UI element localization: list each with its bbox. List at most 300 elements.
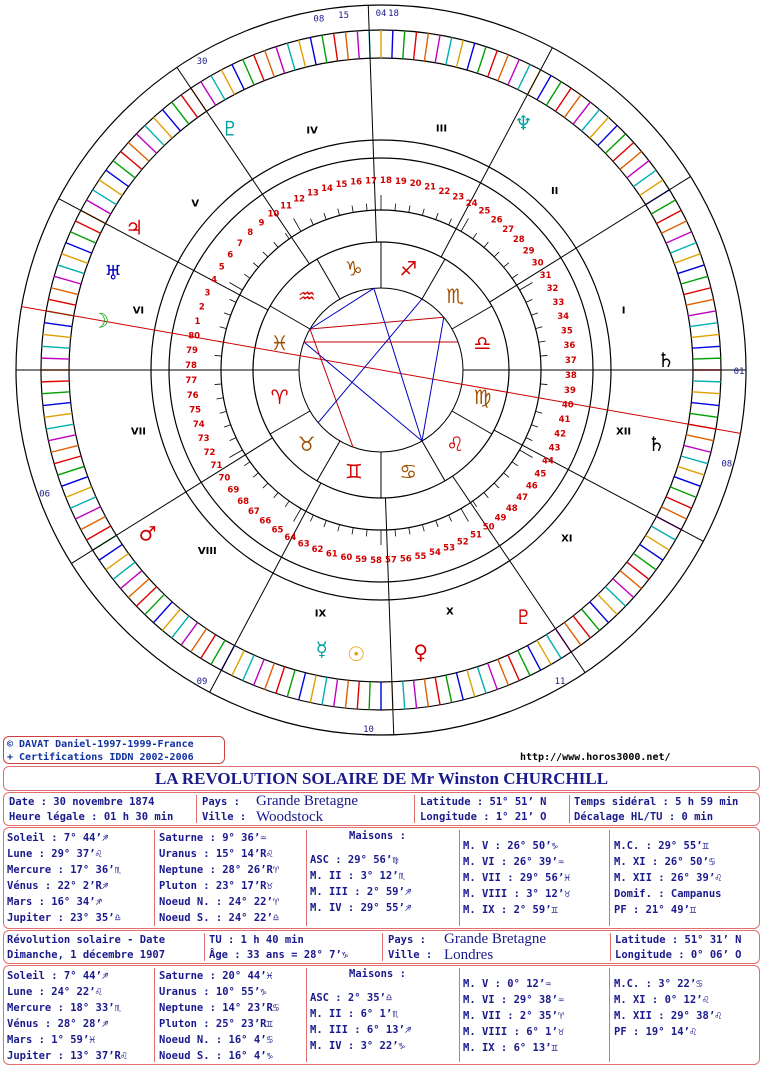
degree-number: 55	[414, 551, 427, 562]
degree-tick	[640, 544, 663, 560]
degree-tick	[54, 276, 81, 284]
degree-tick	[357, 681, 359, 709]
degree-tick	[627, 161, 649, 178]
degree-tick	[508, 59, 519, 85]
degree-tick	[518, 64, 530, 89]
outer-marker: 08	[313, 14, 325, 25]
degree-number: 27	[502, 224, 515, 235]
degree-tick	[620, 151, 641, 169]
degree-tick	[136, 587, 156, 606]
degree-number: 54	[429, 548, 441, 559]
degree-number: 51	[470, 530, 482, 541]
natal-time: Heure légale : 01 h 30 min	[9, 811, 174, 823]
revolution-planet: Vénus : 28° 28’♐	[7, 1018, 109, 1030]
degree-tick	[70, 497, 96, 508]
degree-tick	[44, 323, 72, 327]
revolution-maisons-label: Maisons :	[349, 968, 406, 980]
degree-tick	[128, 579, 149, 598]
degree-number: 76	[186, 390, 199, 401]
natal-domification: Domif. : Campanus	[614, 888, 722, 900]
natal-house: M. V : 26° 50’♑	[463, 840, 558, 852]
degree-number: 68	[237, 496, 250, 507]
degree-number: 78	[185, 361, 197, 372]
degree-tick	[520, 283, 533, 291]
natal-planet: Mars : 16° 34’♐	[7, 896, 102, 908]
degree-tick	[666, 497, 692, 508]
degree-tick	[145, 125, 164, 145]
natal-house: M. XI : 26° 50’♋	[614, 856, 716, 868]
natal-planet: Mercure : 17° 36’♏	[7, 864, 121, 876]
aspect-line	[374, 288, 422, 441]
degree-tick	[633, 553, 656, 569]
degree-tick	[531, 425, 538, 427]
revolution-pays-label: Pays :	[388, 934, 426, 946]
degree-tick	[51, 288, 78, 295]
degree-tick	[674, 254, 700, 264]
degree-tick	[678, 466, 705, 475]
degree-number: 23	[452, 192, 465, 203]
degree-tick	[99, 544, 122, 560]
zodiac-sign-icon: ♒	[297, 283, 316, 308]
house-label: III	[435, 123, 448, 135]
degree-tick	[627, 562, 649, 579]
degree-number: 77	[185, 375, 198, 386]
degree-tick	[684, 445, 711, 452]
zodiac-sign-icon: ♍	[473, 385, 492, 410]
degree-number: 14	[321, 183, 333, 194]
degree-tick	[449, 515, 452, 521]
degree-tick	[536, 327, 543, 329]
revolution-positions-box	[3, 965, 760, 1065]
page-title: LA REVOLUTION SOLAIRE DE Mr Winston CHURCHILL	[3, 766, 760, 791]
house-cusp	[177, 67, 310, 263]
degree-tick	[43, 403, 71, 406]
degree-tick	[494, 483, 499, 488]
degree-number: 10	[267, 209, 280, 220]
revolution-label: Révolution solaire - Date	[7, 934, 166, 946]
degree-tick	[162, 609, 180, 630]
degree-number: 42	[554, 429, 567, 440]
degree-number: 15	[335, 180, 348, 191]
degree-tick	[651, 200, 675, 214]
degree-number: 39	[564, 385, 576, 396]
house-cusp	[453, 476, 586, 672]
degree-tick	[605, 587, 625, 606]
degree-tick	[424, 33, 428, 61]
aspect-line	[422, 317, 444, 441]
natal-positions-box	[3, 827, 760, 929]
degree-tick	[674, 477, 700, 487]
degree-tick	[121, 571, 142, 589]
degree-tick	[633, 170, 656, 186]
degree-number: 50	[482, 522, 495, 533]
degree-tick	[537, 640, 551, 664]
degree-tick	[285, 501, 289, 507]
degree-tick	[217, 398, 224, 399]
degree-tick	[395, 529, 396, 536]
zodiac-divider	[422, 441, 445, 481]
revolution-planet: Jupiter : 13° 37’R♌	[7, 1050, 128, 1062]
degree-tick	[322, 677, 327, 705]
degree-tick	[352, 206, 353, 213]
degree-tick	[546, 82, 561, 106]
outer-marker: 06	[39, 489, 51, 500]
degree-number: 59	[355, 554, 368, 565]
degree-tick	[693, 381, 721, 382]
degree-tick	[93, 190, 117, 205]
revolution-planet: Saturne : 20° 44’♓	[159, 970, 273, 982]
zodiac-sign-icon: ♋	[399, 459, 418, 484]
degree-number: 65	[271, 525, 284, 536]
degree-tick	[484, 493, 488, 498]
degree-tick	[54, 456, 81, 464]
revolution-ville: Londres	[444, 947, 494, 963]
planet-icon: ♇	[221, 116, 239, 141]
degree-number: 38	[565, 370, 577, 381]
revolution-planet: Lune : 24° 22’♌	[7, 986, 102, 998]
degree-number: 53	[443, 543, 456, 554]
degree-tick	[693, 358, 721, 359]
degree-tick	[324, 213, 326, 220]
zodiac-sign-icon: ♐	[399, 256, 418, 281]
degree-number: 48	[505, 503, 518, 514]
degree-number: 63	[297, 539, 310, 550]
natal-col2	[159, 830, 279, 926]
natal-info-box	[3, 792, 760, 826]
degree-number: 46	[525, 481, 538, 492]
degree-tick	[518, 650, 530, 675]
natal-planet: Uranus : 15° 14’R♌	[159, 848, 273, 860]
natal-house: ASC : 29° 56’♍	[310, 854, 399, 866]
natal-longitude: Longitude : 1° 21’ O	[420, 811, 547, 823]
degree-tick	[605, 134, 625, 153]
degree-tick	[42, 346, 70, 348]
degree-tick	[366, 529, 367, 536]
degree-tick	[409, 206, 410, 213]
degree-tick	[656, 210, 681, 223]
degree-number: 74	[192, 419, 205, 430]
degree-tick	[51, 445, 78, 452]
degree-tick	[436, 213, 438, 220]
natal-latitude: Latitude : 51° 51’ N	[420, 796, 547, 808]
zodiac-divider	[452, 306, 492, 329]
degree-tick	[299, 40, 306, 67]
planet-icon: ♇	[514, 604, 533, 629]
degree-tick	[473, 233, 477, 239]
degree-tick	[48, 435, 75, 441]
degree-tick	[531, 313, 538, 315]
aspect-line	[310, 317, 444, 329]
degree-tick	[488, 663, 498, 689]
degree-tick	[564, 622, 580, 645]
degree-tick	[661, 507, 686, 519]
revolution-planet: Pluton : 25° 23’R♊	[159, 1018, 273, 1030]
degree-tick	[357, 31, 359, 59]
degree-tick	[640, 180, 663, 196]
degree-tick	[46, 424, 74, 429]
natal-sidereal: Temps sidéral : 5 h 59 min	[574, 796, 739, 808]
degree-tick	[512, 462, 518, 466]
degree-tick	[598, 594, 617, 614]
degree-tick	[403, 681, 405, 709]
zodiac-divider	[270, 306, 310, 329]
degree-tick	[526, 438, 532, 441]
natal-house: M. VIII : 3° 12’♉	[463, 888, 571, 900]
degree-tick	[686, 435, 713, 441]
degree-tick	[310, 675, 316, 702]
revolution-planet: Uranus : 10° 55’♑	[159, 986, 267, 998]
degree-tick	[446, 675, 452, 702]
degree-tick	[294, 509, 302, 522]
degree-tick	[66, 243, 92, 253]
degree-tick	[573, 616, 590, 638]
outer-marker: 10	[363, 724, 374, 735]
degree-number: 9	[258, 218, 265, 229]
planet-icon: ♀	[413, 640, 428, 665]
degree-tick	[229, 450, 242, 458]
house-label: II	[550, 186, 559, 198]
degree-tick	[688, 311, 716, 316]
zodiac-divider	[317, 259, 340, 299]
aspect-line	[318, 299, 422, 423]
degree-number: 73	[197, 434, 210, 445]
revolution-col3	[310, 990, 411, 1054]
house-cusp	[368, 5, 376, 242]
degree-tick	[42, 392, 70, 394]
degree-number: 72	[203, 447, 216, 458]
degree-number: 1	[194, 316, 201, 327]
degree-tick	[244, 462, 250, 466]
aspect-line	[310, 329, 353, 447]
degree-tick	[422, 209, 424, 216]
degree-tick	[172, 616, 189, 638]
outer-marker: 11	[554, 677, 566, 688]
degree-number: 34	[557, 312, 570, 323]
revolution-planet: Neptune : 14° 23’R♋	[159, 1002, 280, 1014]
degree-tick	[113, 562, 135, 579]
degree-tick	[620, 571, 641, 589]
degree-tick	[41, 381, 69, 382]
degree-tick	[494, 252, 499, 257]
degree-tick	[338, 209, 340, 216]
natal-planet: Noeud N. : 24° 22’♈	[159, 896, 280, 908]
degree-tick	[232, 64, 244, 89]
degree-number: 36	[563, 341, 576, 352]
degree-tick	[58, 466, 85, 475]
zodiac-divider	[270, 411, 310, 434]
degree-tick	[43, 334, 71, 337]
house-label: VI	[132, 305, 145, 317]
degree-tick	[366, 204, 367, 211]
degree-number: 22	[438, 186, 451, 197]
degree-tick	[409, 528, 410, 535]
degree-tick	[99, 180, 122, 196]
natal-planet: Vénus : 22° 2’R♐	[7, 880, 109, 892]
revolution-house: M. III : 6° 13’♐	[310, 1024, 412, 1036]
degree-tick	[229, 283, 242, 291]
house-label: VII	[130, 426, 147, 438]
degree-tick	[526, 299, 532, 302]
degree-tick	[121, 151, 142, 169]
degree-tick	[540, 384, 547, 385]
planet-icon: ♄	[656, 348, 675, 373]
degree-tick	[598, 125, 617, 145]
degree-tick	[230, 438, 236, 441]
degree-tick	[613, 142, 634, 161]
degree-tick	[661, 221, 686, 233]
degree-tick	[446, 37, 452, 64]
natal-planet: Lune : 29° 37’♌	[7, 848, 102, 860]
degree-tick	[263, 483, 268, 488]
revolution-house: M. VIII : 6° 1’♉	[463, 1026, 565, 1038]
natal-pays: Grande Bretagne	[256, 793, 359, 809]
house-cusp	[385, 498, 393, 735]
degree-number: 13	[306, 188, 319, 199]
degree-tick	[106, 553, 129, 569]
degree-tick	[473, 501, 477, 507]
degree-tick	[211, 640, 225, 664]
degree-number: 62	[311, 545, 324, 556]
degree-tick	[456, 673, 463, 700]
degree-tick	[274, 242, 278, 247]
degree-number: 60	[340, 552, 353, 563]
degree-number: 32	[546, 284, 559, 295]
degree-number: 69	[227, 485, 240, 496]
degree-tick	[670, 487, 696, 497]
degree-number: 61	[325, 549, 338, 560]
degree-tick	[220, 411, 227, 413]
planet-icon: ♄	[647, 431, 666, 456]
outer-marker: 04	[375, 9, 387, 19]
degree-tick	[651, 526, 675, 540]
natal-maisons-label: Maisons :	[349, 830, 406, 842]
natal-pays-label: Pays :	[202, 796, 240, 808]
natal-planet: Neptune : 28° 26’R♈	[159, 864, 280, 876]
degree-tick	[276, 667, 285, 694]
degree-number: 31	[539, 271, 552, 281]
natal-planet: Saturne : 9° 36’♒	[159, 832, 267, 844]
natal-date: Date : 30 novembre 1874	[9, 796, 155, 808]
degree-number: 4	[211, 275, 217, 286]
natal-planet: Soleil : 7° 44’♐	[7, 832, 109, 844]
degree-tick	[692, 346, 720, 348]
house-label: XII	[615, 426, 632, 438]
degree-number: 5	[218, 262, 225, 273]
degree-number: 19	[394, 177, 407, 188]
degree-tick	[467, 43, 475, 70]
revolution-planet: Mars : 1° 59’♓	[7, 1034, 96, 1046]
natal-house: M. VI : 26° 39’♒	[463, 856, 565, 868]
revolution-house: M. VI : 29° 38’♒	[463, 994, 565, 1006]
degree-tick	[461, 218, 469, 231]
degree-tick	[232, 650, 244, 675]
degree-tick	[504, 263, 509, 267]
degree-number: 56	[399, 554, 412, 565]
planet-icon: ☉	[347, 641, 366, 666]
planet-icon: ☽	[91, 308, 110, 333]
degree-tick	[265, 663, 275, 689]
degree-number: 8	[247, 228, 254, 239]
revolution-age: Âge : 33 ans = 28° 7’♑	[209, 949, 349, 961]
degree-tick	[215, 355, 222, 356]
degree-tick	[265, 51, 275, 77]
zodiac-sign-icon: ♌	[446, 432, 465, 457]
revolution-col4	[463, 976, 564, 1056]
degree-tick	[369, 682, 370, 710]
revolution-pf: PF : 19° 14’♌	[614, 1026, 697, 1038]
degree-tick	[646, 535, 670, 550]
zodiac-sign-icon: ♉	[297, 432, 316, 457]
zodiac-divider	[422, 259, 445, 299]
revolution-pays: Grande Bretagne	[444, 931, 547, 947]
degree-tick	[582, 609, 600, 630]
degree-number: 26	[490, 215, 503, 226]
planet-icon: ♆	[514, 111, 533, 136]
degree-tick	[263, 252, 268, 257]
house-label: VIII	[197, 545, 217, 557]
natal-planet: Jupiter : 23° 35’♎	[7, 912, 121, 924]
degree-tick	[224, 425, 231, 427]
degree-number: 18	[380, 176, 392, 187]
revolution-latitude: Latitude : 51° 31’ N	[615, 934, 742, 946]
degree-tick	[253, 263, 258, 267]
degree-tick	[243, 59, 254, 85]
degree-tick	[87, 200, 111, 214]
degree-tick	[276, 47, 285, 74]
degree-tick	[520, 450, 533, 458]
degree-number: 47	[516, 493, 529, 504]
degree-number: 16	[350, 177, 363, 188]
degree-tick	[414, 680, 417, 708]
revolution-house: M. IV : 3° 22’♑	[310, 1040, 405, 1052]
natal-col5	[614, 838, 721, 918]
degree-tick	[334, 679, 338, 707]
degree-tick	[537, 76, 551, 100]
zodiac-divider	[317, 441, 340, 481]
degree-tick	[62, 477, 88, 487]
degree-tick	[254, 659, 264, 685]
degree-number: 80	[188, 331, 201, 342]
site-url[interactable]: http://www.horos3000.net/	[520, 752, 671, 763]
degree-tick	[145, 594, 164, 614]
degree-tick	[224, 313, 231, 315]
degree-tick	[310, 37, 316, 64]
degree-number: 58	[370, 555, 382, 566]
degree-tick	[424, 679, 428, 707]
degree-tick	[498, 659, 508, 685]
degree-tick	[670, 243, 696, 253]
degree-tick	[334, 33, 338, 61]
degree-tick	[181, 95, 197, 118]
degree-tick	[691, 403, 719, 406]
revolution-house: ASC : 2° 35’♎	[310, 992, 393, 1004]
degree-number: 41	[558, 415, 571, 426]
degree-tick	[422, 525, 424, 532]
degree-number: 44	[542, 456, 554, 467]
degree-tick	[527, 645, 540, 670]
degree-tick	[477, 47, 486, 74]
degree-tick	[435, 677, 440, 705]
degree-tick	[211, 76, 225, 100]
natal-planet: Pluton : 23° 17’R♉	[159, 880, 273, 892]
natal-col1	[7, 830, 121, 926]
degree-number: 64	[284, 532, 297, 543]
degree-tick	[172, 102, 189, 124]
degree-tick	[66, 487, 92, 497]
degree-tick	[254, 55, 264, 81]
degree-tick	[48, 299, 75, 305]
degree-tick	[70, 232, 96, 243]
